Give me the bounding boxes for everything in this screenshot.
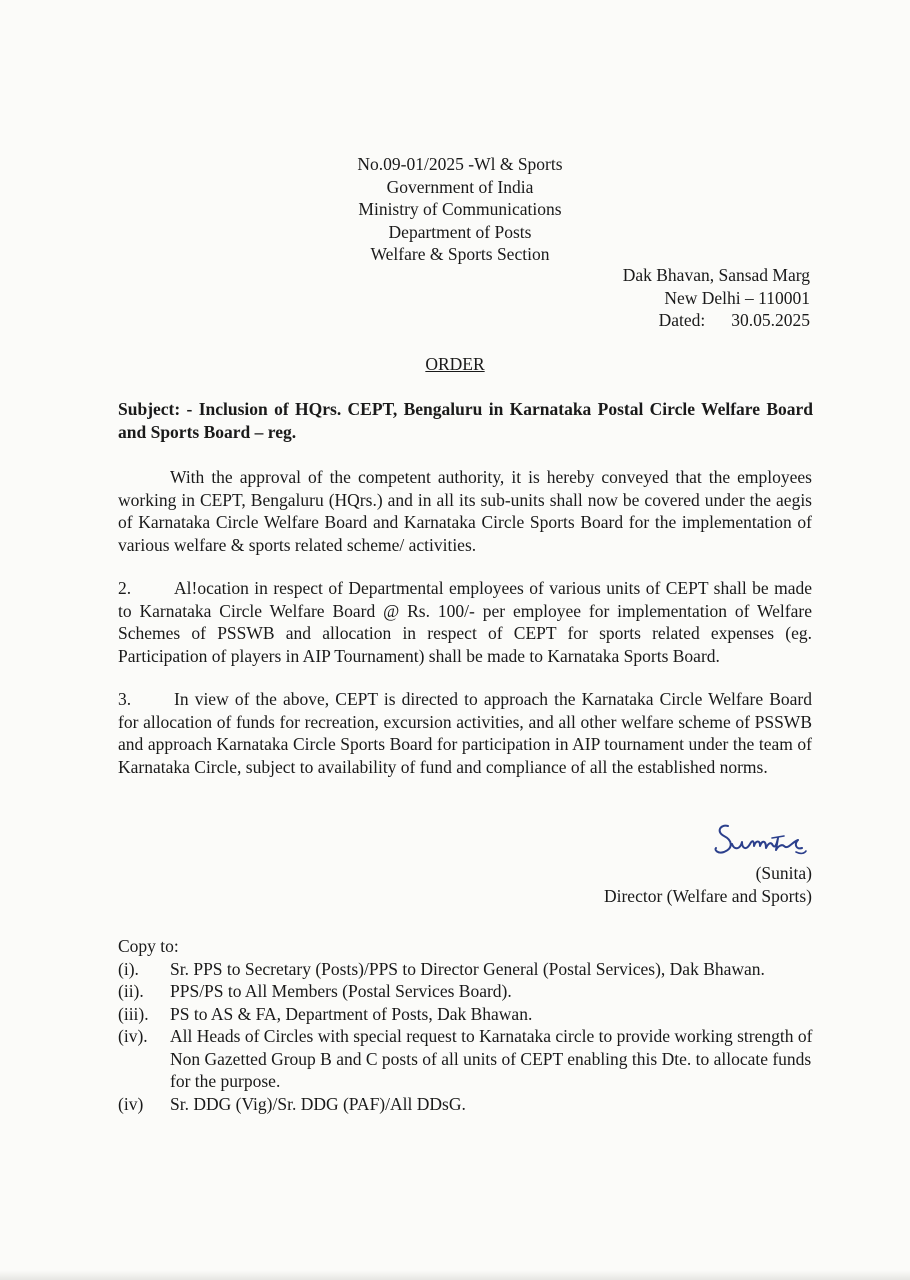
- copy-to-item-number: (iv).: [118, 1026, 148, 1046]
- handwritten-signature: [712, 818, 812, 862]
- government-line: Government of India: [386, 176, 534, 197]
- section-line: Welfare & Sports Section: [370, 244, 550, 264]
- dated-row: [623, 309, 810, 332]
- letterhead: [290, 153, 630, 266]
- paragraph-2: [118, 577, 812, 667]
- paragraph-3-text: In view of the above, CEPT is directed to approach the Karnataka Circle Welfare Board for allocation of funds for recreation, excursion activities, and all other welfare scheme of PSSWB and approach Karnataka Circle Sports Board for participation in AIP tournament under the team of Karnataka Circle, subject to availability of fund and compliance of all the established norms.: [118, 689, 812, 777]
- ministry-line: Ministry of Communications: [358, 199, 562, 219]
- dated-label: Dated:: [658, 310, 706, 330]
- copy-to-item: [118, 980, 818, 1003]
- signature-block: [604, 818, 812, 908]
- paragraph-2-number: 2.: [118, 578, 132, 598]
- address-block: [623, 264, 810, 332]
- address-line-1: Dak Bhavan, Sansad Marg: [622, 265, 810, 285]
- paragraph-3-number: 3.: [118, 689, 132, 709]
- copy-to-item-number: (iii).: [118, 1003, 149, 1024]
- paragraph-1: With the approval of the competent authority, it is hereby conveyed that the employees working in CEPT, Bengaluru (HQrs.) and in all its sub-units shall now be covered under the aegis of Karnataka Circle Welfare Board and Karnataka Circle Sports Board for the implementation of various welfare & sports related scheme/ activities.: [118, 467, 812, 555]
- copy-to-item-number: (ii).: [118, 981, 144, 1001]
- copy-to-label: Copy to:: [118, 936, 179, 956]
- copy-to-item-number: (iv): [118, 1093, 144, 1114]
- copy-to-item: [118, 1025, 818, 1093]
- page-bottom-edge: [0, 1270, 910, 1280]
- department-line: Department of Posts: [388, 221, 532, 242]
- paragraph-3: [118, 688, 812, 778]
- copy-to-section: [118, 935, 818, 1115]
- reference-number: No.09-01/2025 -Wl & Sports: [357, 154, 563, 174]
- copy-to-item-number: (i).: [118, 958, 139, 979]
- signatory-designation: Director (Welfare and Sports): [603, 886, 812, 906]
- paragraph-2-text: Al!ocation in respect of Departmental employees of various units of CEPT shall be made to Karnataka Circle Welfare Board @ Rs. 100/- per employee for implementation of Welfare Schemes of PSSWB and allocation in respect of CEPT for sports related expenses (eg. Participation of players in AIP Tournament) shall be made to Karnataka Sports Board.: [118, 578, 812, 666]
- address-line-2: New Delhi – 110001: [664, 287, 810, 308]
- copy-to-item-text: Sr. DDG (Vig)/Sr. DDG (PAF)/All DDsG.: [170, 1093, 466, 1114]
- copy-to-item: [118, 958, 818, 981]
- copy-to-item: [118, 1003, 818, 1026]
- signatory-name: (Sunita): [755, 863, 812, 883]
- dated-value: 30.05.2025: [731, 310, 810, 330]
- copy-to-item-text: PS to AS & FA, Department of Posts, Dak Bhawan.: [170, 1003, 533, 1024]
- order-title: ORDER: [425, 354, 485, 374]
- copy-to-item-text: All Heads of Circles with special request to Karnataka circle to provide working strength of Non Gazetted Group B and C posts of all units of CEPT enabling this Dte. to allocate funds for the purpose.: [170, 1026, 813, 1091]
- copy-to-item: [118, 1093, 818, 1116]
- copy-to-item-text: Sr. PPS to Secretary (Posts)/PPS to Director General (Postal Services), Dak Bhawan.: [170, 958, 765, 979]
- subject-line: Subject: - Inclusion of HQrs. CEPT, Bengaluru in Karnataka Postal Circle Welfare Board and Sports Board – reg.: [118, 399, 813, 442]
- copy-to-item-text: PPS/PS to All Members (Postal Services Board).: [170, 981, 512, 1001]
